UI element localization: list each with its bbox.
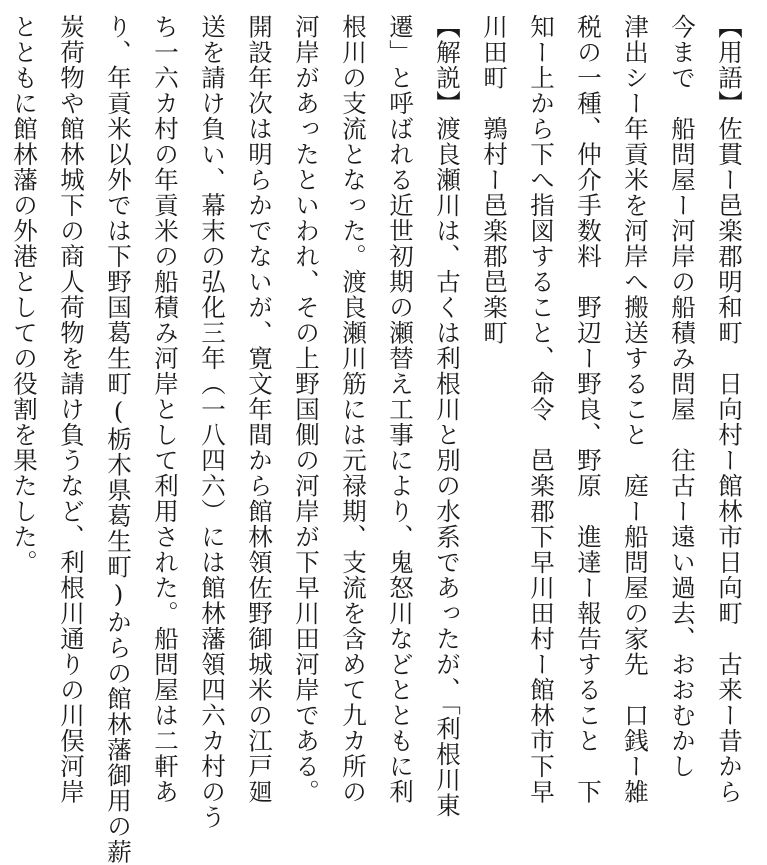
text-column-1: 【用語】佐貫ー邑楽郡明和町 日向村ー館林市日向町 古来ー昔から bbox=[715, 14, 744, 805]
text-column-5: 知ー上から下へ指図すること、命令 邑楽郡下早川田村ー館林市下早 bbox=[527, 14, 556, 805]
text-column-13: ち一六カ村の年貢米の船積み河岸として利用された。船問屋は二軒あ bbox=[151, 14, 180, 805]
text-column-6: 川田町 鶉村ー邑楽郡邑楽町 bbox=[480, 14, 509, 346]
text-column-14: り、年貢米以外では下野国葛生町(栃木県葛生町)からの館林藩御用の薪 bbox=[104, 14, 133, 865]
text-column-16: とともに館林藩の外港としての役割を果たした。 bbox=[10, 14, 39, 575]
text-column-4: 税の一種、仲介手数料 野辺ー野良、野原 進達ー報告すること 下 bbox=[574, 14, 603, 805]
text-column-8: 遷」と呼ばれる近世初期の瀬替え工事により、鬼怒川などとともに利 bbox=[386, 14, 415, 805]
text-column-10: 河岸があったといわれ、その上野国側の河岸が下早川田河岸である。 bbox=[292, 14, 321, 805]
vertical-text-page bbox=[10, 14, 749, 865]
text-column-2: 今まで 船問屋ー河岸の船積み問屋 往古ー遠い過去、おおむかし bbox=[668, 14, 697, 779]
text-column-11: 開設年次は明らかでないが、寛文年間から館林領佐野御城米の江戸廻 bbox=[245, 14, 274, 805]
text-column-3: 津出シー年貢米を河岸へ搬送すること 庭ー船問屋の家先 口銭ー雑 bbox=[621, 14, 650, 805]
text-column-7: 【解説】渡良瀬川は、古くは利根川と別の水系であったが、「利根川東 bbox=[433, 14, 462, 818]
text-column-9: 根川の支流となった。渡良瀬川筋には元禄期、支流を含めて九カ所の bbox=[339, 14, 368, 805]
text-column-15: 炭荷物や館林城下の商人荷物を請け負うなど、利根川通りの川俣河岸 bbox=[57, 14, 86, 805]
text-column-12: 送を請け負い、幕末の弘化三年（一八四六）には館林藩領四六カ村のう bbox=[198, 14, 227, 830]
